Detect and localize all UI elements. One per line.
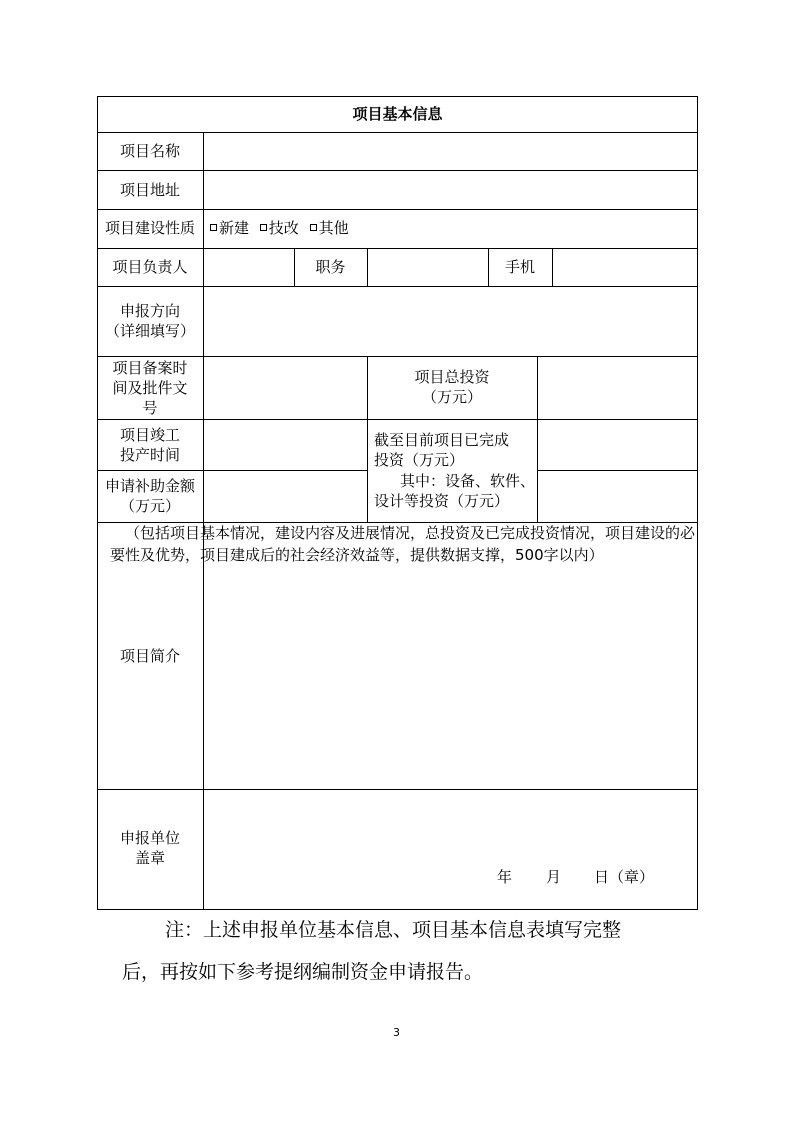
option-new[interactable]: 新建 — [210, 219, 249, 237]
table-title: 项目基本信息 — [352, 105, 443, 123]
seal-field[interactable] — [204, 790, 697, 909]
grid-line — [97, 209, 698, 210]
option-renovation[interactable]: 技改 — [260, 219, 299, 237]
equipment-investment-label: 其中：设备、软件、 设计等投资（万元） — [374, 472, 536, 510]
construction-nature-options — [210, 218, 355, 238]
project-address-field[interactable] — [204, 171, 697, 209]
project-intro-placeholder: （包括项目基本情况，建设内容及进展情况，总投资及已完成投资情况，项目建设的必要性及优势，项目建成后的社会经济效益等，提供数据支撑，500字以内） — [110, 524, 696, 564]
direction-field[interactable] — [204, 287, 697, 356]
project-info-table — [97, 96, 698, 910]
checkbox-icon[interactable] — [210, 224, 217, 231]
project-address-label: 项目地址 — [119, 181, 180, 199]
checkbox-icon[interactable] — [260, 224, 267, 231]
mobile-label: 手机 — [504, 258, 535, 276]
construction-nature-label: 项目建设性质 — [104, 219, 195, 237]
total-investment-label: 项目总投资 （万元） — [414, 368, 490, 406]
date-day-seal: 日（章） — [594, 868, 655, 886]
date-year: 年 — [497, 868, 513, 886]
subsidy-amount-field[interactable] — [204, 471, 367, 522]
position-field[interactable] — [368, 249, 488, 286]
completion-time-label: 项目竣工 投产时间 — [119, 426, 180, 464]
project-leader-label: 项目负责人 — [112, 258, 188, 276]
total-investment-field[interactable] — [538, 357, 697, 419]
equipment-investment-field[interactable] — [538, 471, 697, 522]
grid-line — [97, 96, 698, 97]
completion-time-field[interactable] — [204, 420, 367, 470]
note-line-2: 后，再按如下参考提纲编制资金申请报告。 — [122, 961, 484, 983]
date-month: 月 — [546, 868, 562, 886]
note-line-1: 注：上述申报单位基本信息、项目基本信息表填写完整 — [165, 919, 622, 941]
position-label: 职务 — [315, 258, 346, 276]
project-intro-label: 项目简介 — [119, 647, 180, 665]
completed-investment-label: 截至目前项目已完成 投资（万元） — [374, 431, 510, 469]
filing-field[interactable] — [204, 357, 367, 419]
project-name-field[interactable] — [204, 133, 697, 170]
completed-investment-field[interactable] — [538, 420, 697, 470]
page-number: 3 — [393, 1026, 400, 1039]
grid-line — [97, 909, 698, 910]
option-other[interactable]: 其他 — [310, 219, 349, 237]
grid-line — [697, 96, 698, 910]
seal-label: 申报单位 盖章 — [119, 829, 180, 867]
direction-label: 申报方向 （详细填写） — [104, 302, 195, 340]
project-leader-field[interactable] — [204, 249, 294, 286]
project-name-label: 项目名称 — [119, 142, 180, 160]
filing-label: 项目备案时 间及批件文 号 — [112, 359, 188, 417]
subsidy-amount-label: 申请补助金额 （万元） — [104, 477, 195, 515]
checkbox-icon[interactable] — [310, 224, 317, 231]
mobile-field[interactable] — [553, 249, 697, 286]
